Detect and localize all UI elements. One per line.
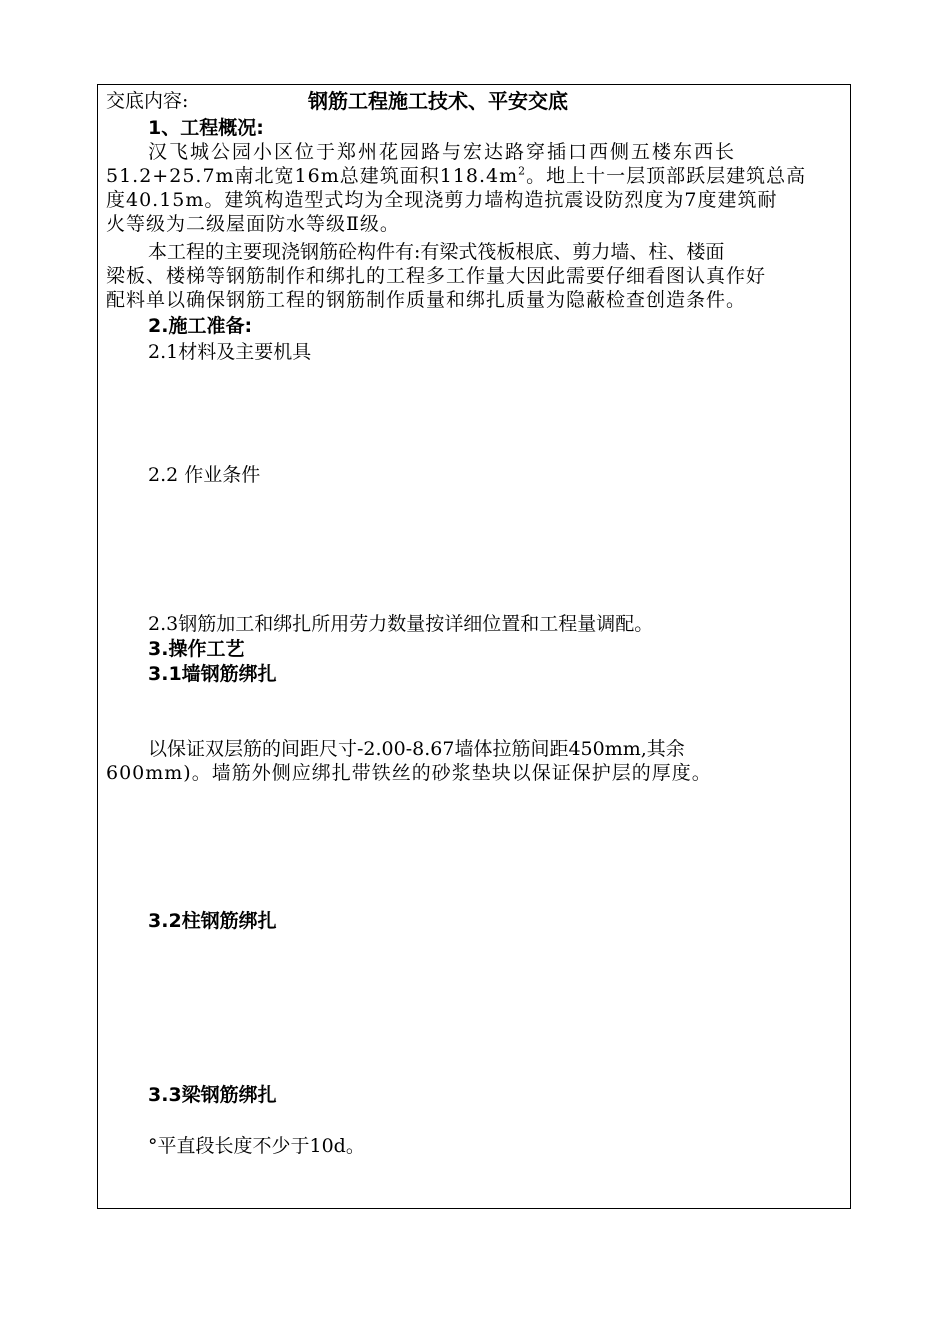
section-3-heading: 3.操作工艺 — [148, 638, 245, 660]
section-1-heading: 1、工程概况: — [148, 117, 264, 139]
s3-3-heading: 3.3梁钢筋绑扎 — [148, 1084, 277, 1106]
s3-2-heading: 3.2柱钢筋绑扎 — [148, 910, 277, 932]
s2-3-line: 2.3钢筋加工和绑扎所用劳力数量按详细位置和工程量调配。 — [148, 613, 654, 635]
s1-p1-line3: 度40.15m。建筑构造型式均为全现浇剪力墙构造抗震设防烈度为7度建筑耐 — [106, 189, 778, 211]
s1-p1-line2: 51.2+25.7m南北宽16m总建筑面积$118.4m^2$。地上十一层顶部跃层建筑总高 — [106, 164, 807, 187]
s3-1-line1: 以保证双层筋的间距尺寸-2.00-8.67墙体拉筋间距450mm,其余 — [148, 738, 685, 760]
s2-2-line: 2.2 作业条件 — [148, 464, 261, 486]
s1-p2-line1: 本工程的主要现浇钢筋砼构件有:有梁式筏板根底、剪力墙、柱、楼面 — [148, 241, 725, 263]
s2-1-line: 2.1材料及主要机具 — [148, 341, 312, 363]
page-title: 钢筋工程施工技术、平安交底 — [308, 89, 568, 113]
header-label: 交底内容: — [106, 90, 189, 112]
s3-1-line2: 600mm)。墙筋外侧应绑扎带铁丝的砂浆垫块以保证保护层的厚度。 — [106, 762, 712, 784]
s1-p2-line3: 配料单以确保钢筋工程的钢筋制作质量和绑扎质量为隐蔽检查创造条件。 — [106, 289, 747, 311]
s3-3-line1: °平直段长度不少于10d。 — [148, 1135, 365, 1157]
s3-1-heading: 3.1墙钢筋绑扎 — [148, 663, 277, 685]
s1-p1-line1: 汉飞城公园小区位于郑州花园路与宏达路穿插口西侧五楼东西长 — [148, 141, 737, 163]
s1-p1-line4: 火等级为二级屋面防水等级Ⅱ级。 — [106, 213, 400, 235]
section-2-heading: 2.施工准备: — [148, 315, 253, 337]
s1-p2-line2: 梁板、楼梯等钢筋制作和绑扎的工程多工作量大因此需要仔细看图认真作好 — [106, 265, 767, 287]
